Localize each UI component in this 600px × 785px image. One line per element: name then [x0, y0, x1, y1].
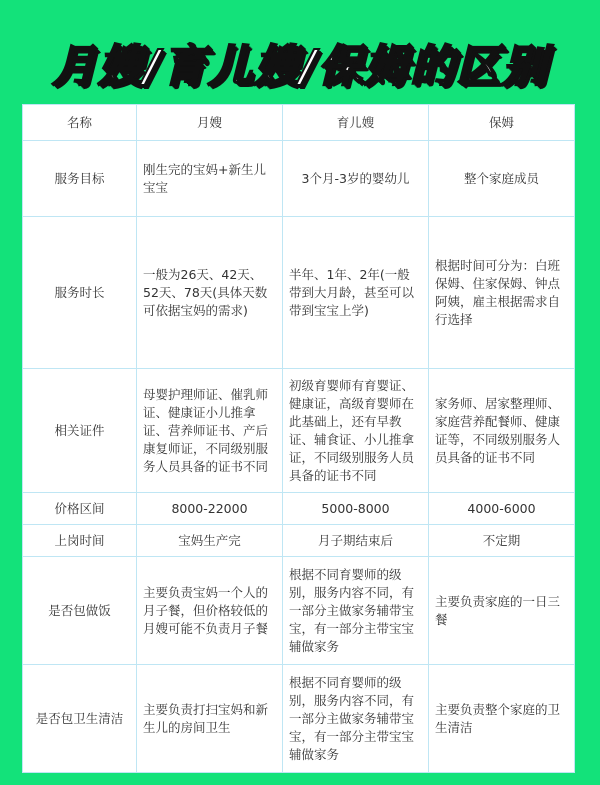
row-label: 上岗时间 — [23, 525, 137, 557]
table-row-cleaning — [23, 665, 575, 773]
cell-baomu: 主要负责整个家庭的卫生清洁 — [429, 665, 575, 773]
cell-yuesao: 一般为26天、42天、52天、78天(具体天数可依据宝妈的需求) — [137, 217, 283, 369]
table-row-start-time — [23, 525, 575, 557]
cell-yuersao: 根据不同育婴师的级别，服务内容不同，有一部分主做家务辅带宝宝，有一部分主带宝宝辅做家务 — [283, 557, 429, 665]
cell-baomu: 家务师、居家整理师、家庭营养配餐师、健康证等，不同级别服务人员具备的证书不同 — [429, 369, 575, 493]
cell-yuesao: 刚生完的宝妈+新生儿宝宝 — [137, 141, 283, 217]
cell-yuesao: 8000-22000 — [137, 493, 283, 525]
header-yuesao: 月嫂 — [137, 105, 283, 141]
table-row-cooking — [23, 557, 575, 665]
comparison-table — [22, 104, 575, 773]
header-name: 名称 — [23, 105, 137, 141]
cell-yuersao: 3个月-3岁的婴幼儿 — [283, 141, 429, 217]
row-label: 服务时长 — [23, 217, 137, 369]
cell-yuersao: 初级育婴师有育婴证、健康证，高级育婴师在此基础上，还有早教证、辅食证、小儿推拿证，不同级别服务人员具备的证书不同 — [283, 369, 429, 493]
cell-yuesao: 主要负责打扫宝妈和新生儿的房间卫生 — [137, 665, 283, 773]
cell-baomu: 主要负责家庭的一日三餐 — [429, 557, 575, 665]
cell-baomu: 4000-6000 — [429, 493, 575, 525]
cell-yuesao: 主要负责宝妈一个人的月子餐，但价格较低的月嫂可能不负责月子餐 — [137, 557, 283, 665]
row-label: 相关证件 — [23, 369, 137, 493]
cell-yuesao: 母婴护理师证、催乳师证、健康证小儿推拿证、营养师证书、产后康复师证，不同级别服务人员具备的证书不同 — [137, 369, 283, 493]
table-row-service-target — [23, 141, 575, 217]
cell-baomu: 根据时间可分为：白班保姆、住家保姆、钟点阿姨，雇主根据需求自行选择 — [429, 217, 575, 369]
table-row-service-duration — [23, 217, 575, 369]
cell-yuersao: 根据不同育婴师的级别，服务内容不同，有一部分主做家务辅带宝宝，有一部分主带宝宝辅做家务 — [283, 665, 429, 773]
table-header-row — [23, 105, 575, 141]
cell-yuersao: 月子期结束后 — [283, 525, 429, 557]
cell-baomu: 不定期 — [429, 525, 575, 557]
row-label: 是否包卫生清洁 — [23, 665, 137, 773]
page-title: 月嫂/育儿嫂/保姆的区别 — [51, 41, 549, 92]
page-title-banner — [0, 22, 600, 102]
row-label: 服务目标 — [23, 141, 137, 217]
header-yuersao: 育儿嫂 — [283, 105, 429, 141]
row-label: 是否包做饭 — [23, 557, 137, 665]
cell-yuesao: 宝妈生产完 — [137, 525, 283, 557]
row-label: 价格区间 — [23, 493, 137, 525]
table-row-certificates — [23, 369, 575, 493]
cell-baomu: 整个家庭成员 — [429, 141, 575, 217]
cell-yuersao: 5000-8000 — [283, 493, 429, 525]
comparison-table-container — [22, 104, 574, 772]
header-baomu: 保姆 — [429, 105, 575, 141]
cell-yuersao: 半年、1年、2年(一般带到大月龄，甚至可以带到宝宝上学) — [283, 217, 429, 369]
table-row-price-range — [23, 493, 575, 525]
